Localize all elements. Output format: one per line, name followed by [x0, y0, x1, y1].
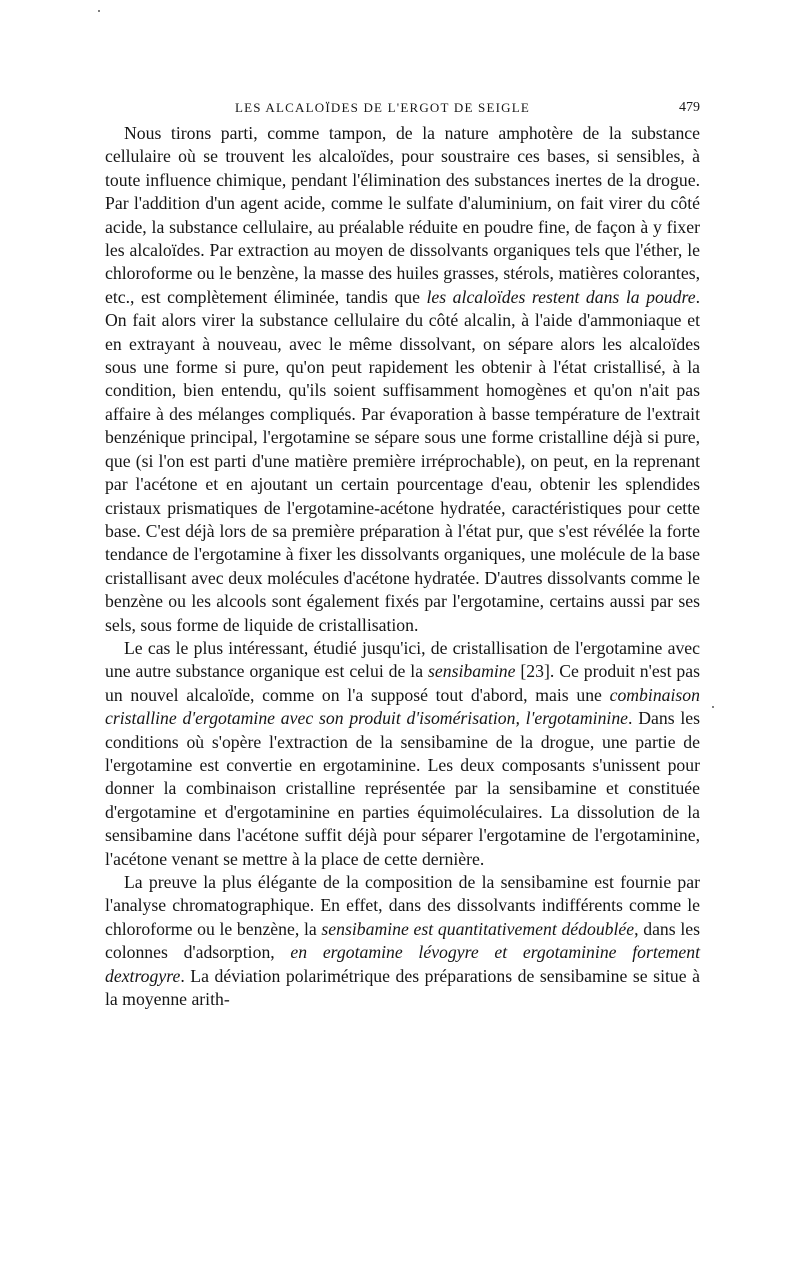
- speck-mark: [98, 10, 100, 12]
- text-run: . La déviation polarimétrique des préparations de sensibamine se situe à la moyenne arith-: [105, 965, 700, 1010]
- italic-run: sensibamine est quantitativement dédoublée: [321, 918, 635, 939]
- paragraph: [105, 637, 700, 871]
- text-run: Nous tirons parti, comme tampon, de la nature amphotère de la substance cellulaire où se trouvent les alcaloïdes, pour soustraire ces bases, si sensibles, à toute influence chimique, pendant l'élimination des substances inertes de la drogue. Par l'addition d'un agent acide, comme le sulfate d'aluminium, on fait virer du côté acide, la substance cellulaire, au préalable réduite en poudre fine, de façon à y fixer les alcaloïdes. Par extraction au moyen de dissolvants organiques tels que l'éther, le chloroforme ou le benzène, la masse des huiles grasses, stérols, matières colorantes, etc., est complètement éliminée, tandis que: [105, 123, 700, 307]
- body-text: [105, 122, 700, 1011]
- page: [105, 96, 700, 1011]
- paragraph: [105, 871, 700, 1011]
- running-title: LES ALCALOÏDES DE L'ERGOT DE SEIGLE: [234, 100, 531, 115]
- text-run: La preuve la plus élégante de la composition de la sensibamine est fournie par l'analyse chromatographique. En effet, dans des dissolvants indifférents comme le chloroforme ou le benzène, la: [105, 872, 700, 939]
- page-number: 479: [679, 100, 700, 115]
- italic-run: combinaison cristalline d'ergotamine avec son produit d'isomérisation, l'ergotaminine: [105, 684, 700, 729]
- italic-run: sensibamine: [428, 661, 516, 682]
- speck-mark: [712, 706, 714, 708]
- running-header: [105, 96, 700, 122]
- italic-run: les alcaloïdes restent dans la poudre: [426, 286, 696, 307]
- italic-run: en ergotamine lévogyre et ergotaminine fortement dextrogyre: [105, 942, 701, 986]
- text-run: [23]. Ce produit n'est pas un nouvel alcaloïde, comme on l'a supposé tout d'abord, mais une: [105, 661, 700, 705]
- text-run: , dans les colonnes d'adsorption,: [105, 918, 700, 963]
- text-run: Le cas le plus intéressant, étudié jusqu'ici, de cristallisation de l'ergotamine avec une autre substance organique est celui de la: [105, 637, 700, 682]
- paragraph: [105, 122, 700, 637]
- text-run: . Dans les conditions où s'opère l'extraction de la sensibamine de la drogue, une partie de l'ergotamine est convertie en ergotaminine. Les deux composants s'unissent pour donner la combinaison cristalline représentée par la sensibamine et constituée d'ergotamine et d'ergotaminine en parties équimoléculaires. La dissolution de la sensibamine dans l'acétone suffit déjà pour séparer l'ergotamine de l'ergotaminine, l'acétone venant se mettre à la place de cette dernière.: [105, 708, 701, 869]
- text-run: . On fait alors virer la substance cellulaire du côté alcalin, à l'aide d'ammoniaque et en extrayant à nouveau, avec le même dissolvant, on sépare alors les alcaloïdes sous une forme si pure, qu'on peut rapidement les obtenir à l'état cristallisé, à la condition, bien entendu, qu'ils soient suffisamment homogènes et qu'on n'ait pas affaire à des mélanges compliqués. Par évaporation à basse température de l'extrait benzénique principal, l'ergotamine se sépare sous une forme cristalline déjà si pure, que (si l'on est parti d'une matière première irréprochable), on peut, en la reprenant par l'acétone et en ajoutant un certain pourcentage d'eau, obtenir les splendides cristaux prismatiques de l'ergotamine-acétone hydratée, caractéristiques pour cette base. C'est déjà lors de sa première préparation à l'état pur, que s'est révélée la forte tendance de l'ergotamine à fixer les dissolvants organiques, une molécule de la base cristallisant avec deux molécules d'acétone hydratée. D'autres dissolvants comme le benzène ou les alcools sont également fixés par l'ergotamine, certains aussi par ses sels, sous forme de liquide de cristallisation.: [105, 286, 700, 635]
